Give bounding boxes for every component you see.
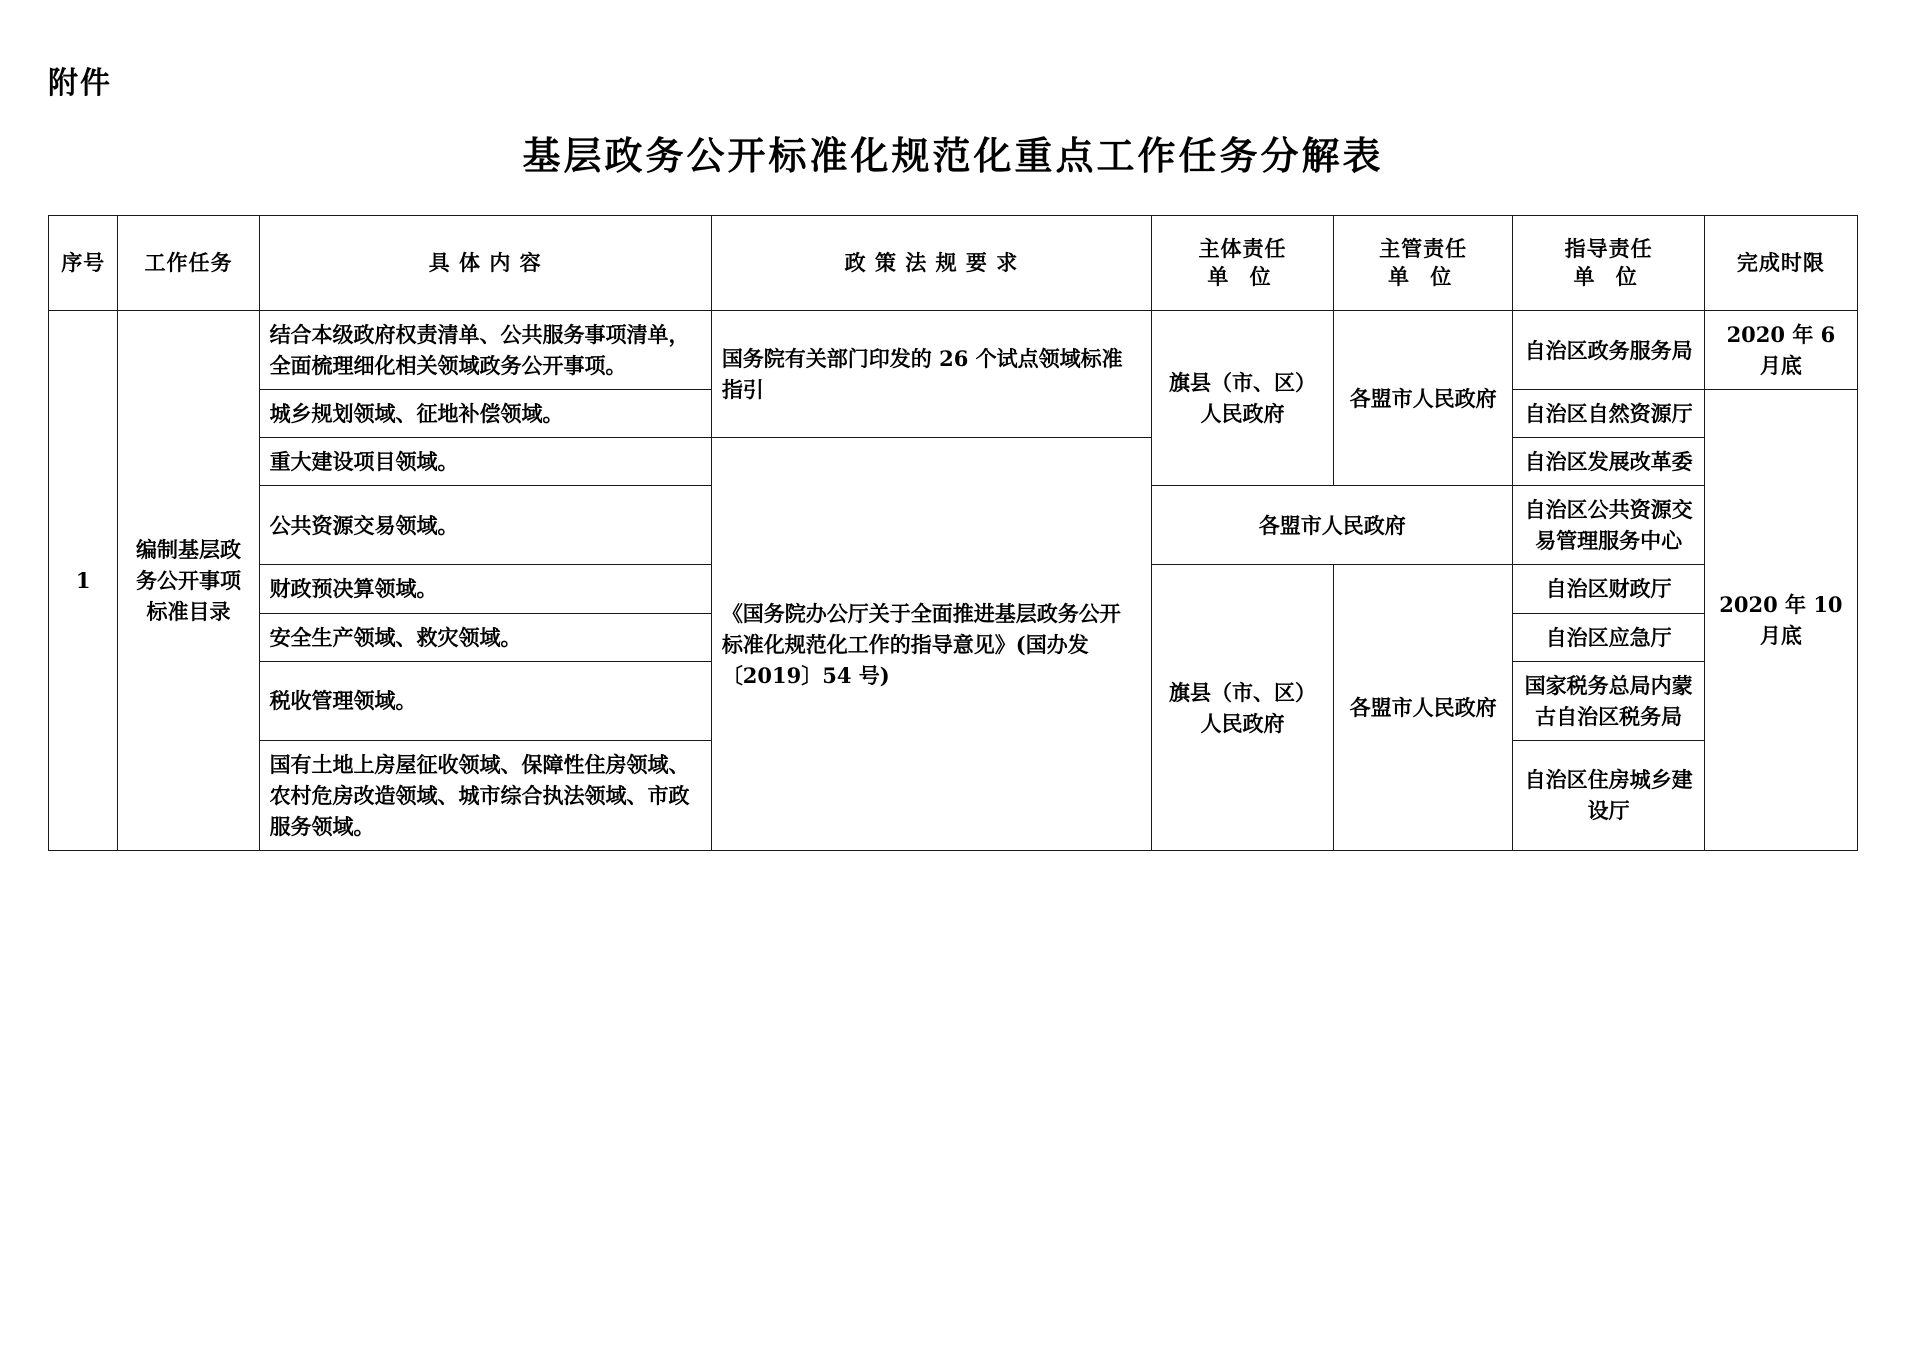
cell-content: 城乡规划领域、征地补偿领域。 — [259, 390, 711, 438]
header-task: 工作任务 — [118, 216, 259, 311]
cell-guide-unit: 国家税务总局内蒙古自治区税务局 — [1513, 661, 1704, 740]
cell-guide-unit: 自治区公共资源交易管理服务中心 — [1513, 486, 1704, 565]
cell-deadline: 2020 年 10 月底 — [1704, 390, 1857, 851]
cell-super-unit: 各盟市人民政府 — [1333, 565, 1512, 851]
header-super-unit-line2: 单 位 — [1388, 264, 1459, 289]
cell-main-unit: 旗县（市、区）人民政府 — [1152, 565, 1334, 851]
attachment-label: 附件 — [48, 66, 112, 101]
cell-policy-first: 国务院有关部门印发的 26 个试点领域标准指引 — [711, 311, 1151, 438]
cell-content: 结合本级政府权责清单、公共服务事项清单，全面梳理细化相关领域政务公开事项。 — [259, 311, 711, 390]
cell-guide-unit: 自治区自然资源厅 — [1513, 390, 1704, 438]
header-policy: 政 策 法 规 要 求 — [711, 216, 1151, 311]
cell-content: 国有土地上房屋征收领域、保障性住房领域、农村危房改造领域、城市综合执法领域、市政服务领域。 — [259, 740, 711, 850]
header-deadline: 完成时限 — [1704, 216, 1857, 311]
task-breakdown-table — [48, 215, 1858, 851]
page-title: 基层政务公开标准化规范化重点工作任务分解表 — [522, 133, 1384, 178]
header-main-unit-line1: 主体责任 — [1198, 235, 1287, 261]
header-main-unit-line2: 单 位 — [1207, 264, 1278, 289]
cell-guide-unit: 自治区财政厅 — [1513, 565, 1704, 613]
cell-content: 税收管理领域。 — [259, 661, 711, 740]
header-super-unit-line1: 主管责任 — [1379, 235, 1468, 261]
cell-seq: 1 — [49, 311, 118, 851]
header-guide-unit — [1513, 216, 1704, 311]
header-seq: 序号 — [49, 216, 118, 311]
cell-content: 财政预决算领域。 — [259, 565, 711, 613]
cell-main-unit: 各盟市人民政府 — [1152, 486, 1513, 565]
header-guide-unit-line1: 指导责任 — [1564, 235, 1653, 261]
cell-content: 重大建设项目领域。 — [259, 438, 711, 486]
header-guide-unit-line2: 单 位 — [1573, 264, 1644, 289]
cell-guide-unit: 自治区应急厅 — [1513, 613, 1704, 661]
cell-main-unit: 旗县（市、区）人民政府 — [1152, 311, 1334, 486]
cell-guide-unit: 自治区住房城乡建设厅 — [1513, 740, 1704, 850]
header-super-unit — [1333, 216, 1512, 311]
cell-policy-second: 《国务院办公厅关于全面推进基层政务公开标准化规范化工作的指导意见》(国办发〔2019〕54 号) — [711, 438, 1151, 851]
cell-content: 安全生产领域、救灾领域。 — [259, 613, 711, 661]
header-content: 具 体 内 容 — [259, 216, 711, 311]
cell-task: 编制基层政务公开事项标准目录 — [118, 311, 259, 851]
header-main-unit — [1152, 216, 1334, 311]
cell-guide-unit: 自治区政务服务局 — [1513, 311, 1704, 390]
table-row — [49, 438, 1858, 486]
cell-content: 公共资源交易领域。 — [259, 486, 711, 565]
table-header-row — [49, 216, 1858, 311]
table-row — [49, 311, 1858, 390]
cell-guide-unit: 自治区发展改革委 — [1513, 438, 1704, 486]
cell-super-unit: 各盟市人民政府 — [1333, 311, 1512, 486]
cell-deadline: 2020 年 6 月底 — [1704, 311, 1857, 390]
